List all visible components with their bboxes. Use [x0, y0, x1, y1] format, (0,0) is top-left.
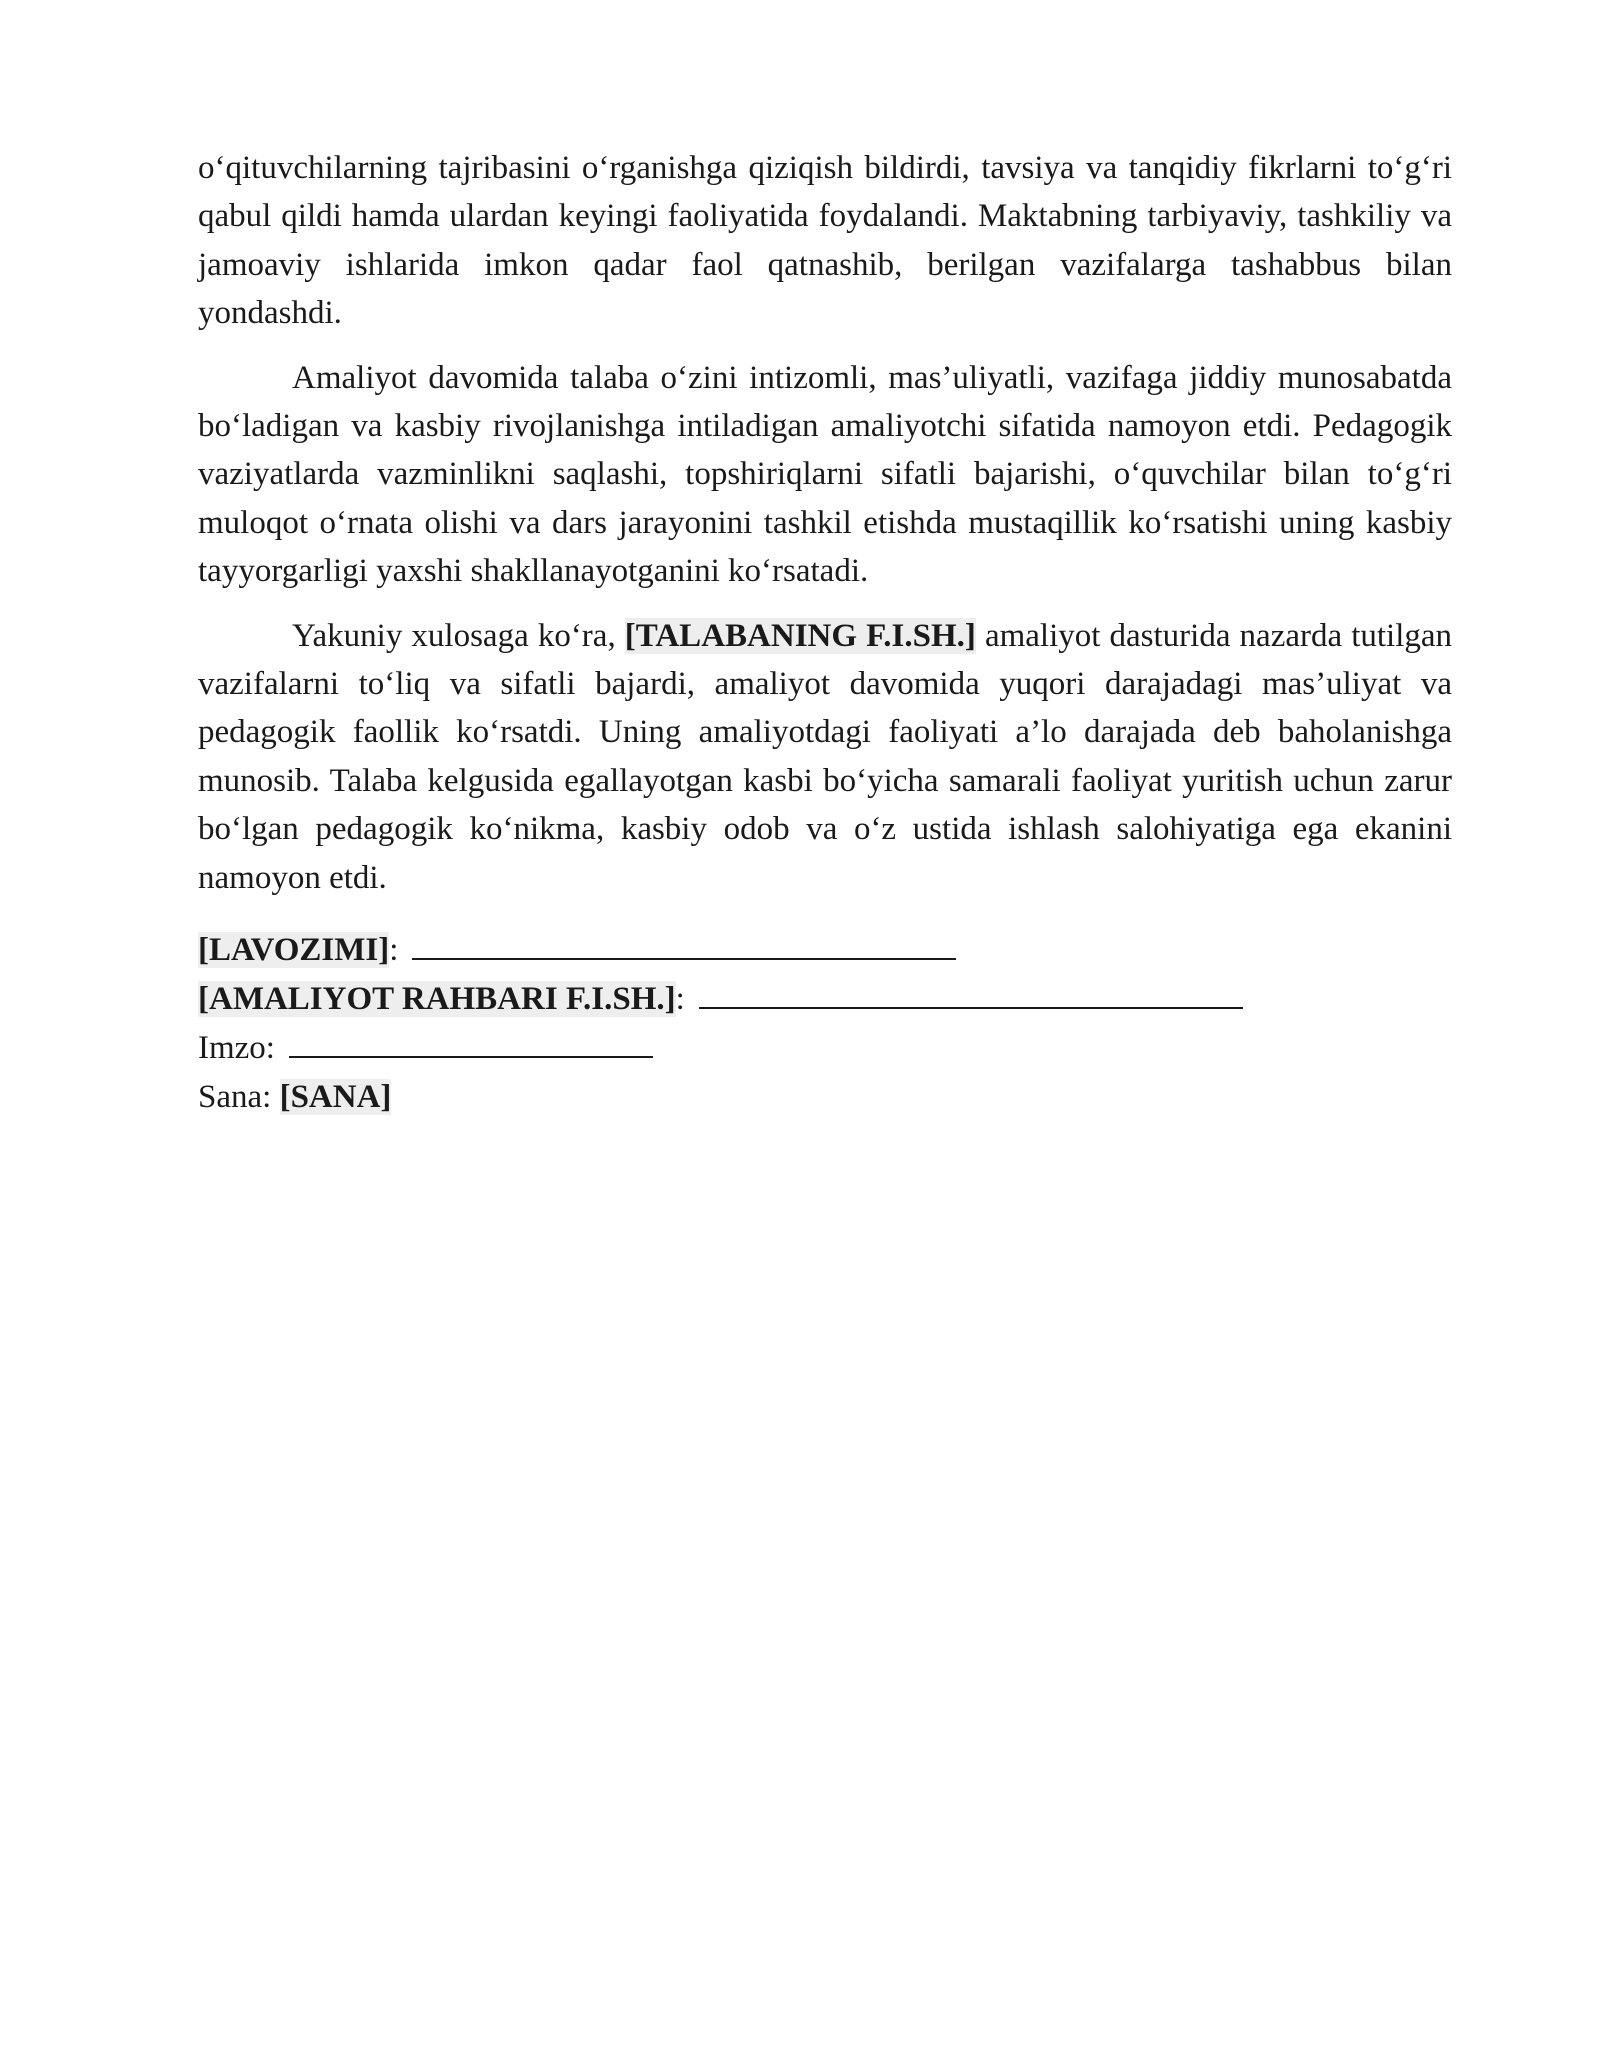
position-line [198, 926, 1452, 975]
document-page [198, 144, 1452, 1122]
signature-blank-line [289, 1026, 653, 1058]
supervisor-colon: : [675, 981, 685, 1018]
signature-label: Imzo: [198, 1030, 275, 1067]
date-line [198, 1073, 1452, 1122]
position-blank-line [412, 928, 956, 960]
position-placeholder: [LAVOZIMI] [198, 932, 390, 969]
supervisor-name-placeholder: [AMALIYOT RAHBARI F.I.SH.] [198, 981, 676, 1018]
paragraph-3-intro: Yakuniy xulosaga ko‘ra, [292, 617, 616, 654]
date-placeholder: [SANA] [279, 1079, 392, 1116]
paragraph-2: Amaliyot davomida talaba o‘zini intizomli, mas’uliyatli, vazifaga jiddiy munosabatda bo‘ladigan va kasbiy rivojlanishga intiladigan amaliyotchi sifatida namoyon etdi. Pedagogik vaziyatlarda vazminlikni saqlashi, topshiriqlarni sifatli bajarishi, o‘quvchilar bilan to‘g‘ri muloqot o‘rnata olishi va dars jarayonini tashkil etishda mustaqillik ko‘rsatishi uning kasbiy tayyorgarligi yaxshi shakllanayotganini ko‘rsatadi. [198, 359, 1452, 590]
paragraph-1: o‘qituvchilarning tajribasini o‘rganishga qiziqish bildirdi, tavsiya va tanqidiy fikrlarni to‘g‘ri qabul qildi hamda ulardan keyingi faoliyatida foydalandi. Maktabning tarbiyaviy, tashkiliy va jamoaviy ishlarida imkon qadar faol qatnashib, berilgan vazifalarga tashabbus bilan yondashdi. [198, 150, 1452, 332]
position-colon: : [389, 932, 399, 969]
paragraph-3 [198, 612, 1452, 902]
date-label: Sana: [198, 1079, 272, 1116]
signature-block [198, 926, 1452, 1122]
signature-line [198, 1024, 1452, 1073]
student-name-placeholder: [TALABANING F.I.SH.] [624, 617, 976, 654]
supervisor-line [198, 975, 1452, 1024]
supervisor-blank-line [699, 977, 1243, 1009]
paragraph-3-body: amaliyot dasturida nazarda tutilgan vazifalarni to‘liq va sifatli bajardi, amaliyot davomida yuqori darajadagi mas’uliyat va pedagogik faollik ko‘rsatdi. Uning amaliyotdagi faoliyati a’lo darajada deb baholanishga munosib. Talaba kelgusida egallayotgan kasbi bo‘yicha samarali faoliyat yuritish uchun zarur bo‘lgan pedagogik ko‘nikma, kasbiy odob va o‘z ustida ishlash salohiyatiga ega ekanini namoyon etdi. [198, 617, 1453, 896]
